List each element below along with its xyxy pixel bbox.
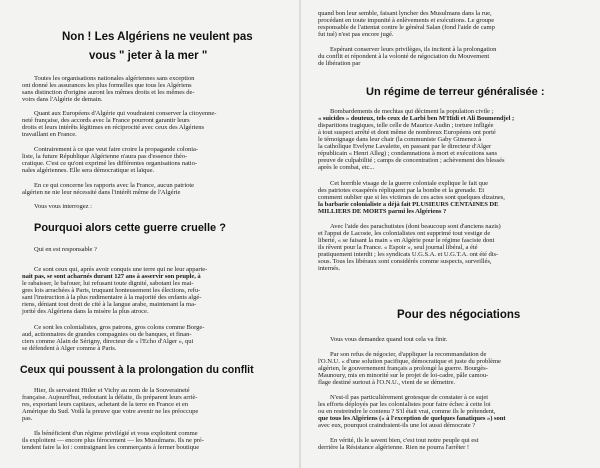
section-heading: Ceux qui poussent à la prolongation du conflit (20, 364, 254, 376)
paragraph-line: à tout suspect arrêté et dont même de nombreux Européens ont porté (318, 129, 496, 136)
paragraph-line: gres lois arrachées à Paris, truquant honteusement les élections, refu- (22, 287, 201, 294)
right-page (300, 0, 600, 468)
paragraph-line: l'O.N.U. « d'une solution pacifique, démocratique et juste du problème (318, 358, 501, 365)
paragraph-line: neté française, des accords avec la France pourront garantir leurs (22, 117, 190, 124)
paragraph-line: derrière la Résistance algérienne. Rien ne pourra l'arrêter ! (318, 444, 469, 451)
paragraph-line: preuve de culpabilité ; camps de concentration ; achèvement des blessés (318, 157, 505, 164)
paragraph-line: quand bon leur semble, faisant lyncher des Musulmans dans la rue, (318, 10, 492, 17)
paragraph-line: Bombardements de mechtas qui déciment la population civile ; (330, 108, 494, 115)
paragraph-line: travaillant en France. (22, 131, 77, 138)
paragraph-line: voirs dans l'Algérie de demain. (22, 96, 103, 103)
paragraph-line: ou en restreindre le contenu ? S'il était vrai, comme ils le prétendent, (318, 408, 496, 415)
paragraph-line: ciers comme Alain de Sérigny, directeur de « l'Echo d'Alger », qui (22, 338, 194, 345)
paragraph-line: Maunoury, mis en minorité sur le projet de loi-cadre, pâle camou- (318, 372, 489, 379)
paragraph-line: Par son refus de négocier, d'appliquer la recommandation de (330, 351, 487, 358)
paragraph-line: Toutes les organisations nationales algériennes sans exception (34, 75, 195, 82)
section-heading: Un régime de terreur généralisée : (366, 86, 545, 98)
paragraph-line: flage destiné surtout à l'O.N.U., vient de se démettre. (318, 379, 456, 386)
paragraph-line: fut tué) n'est pas encore jugé. (318, 31, 394, 38)
paragraph-line: les efforts déployés par les colonialistes pour faire échec à cette loi (318, 401, 491, 408)
paragraph-line: nales algériennes. Elle sera démocratique et laïque. (22, 167, 155, 174)
paragraph-line: sant l'instruction à la plus rudimentaire à la majorité des enfants algé- (22, 294, 202, 301)
paragraph-line: ils exploitent — encore plus férocement — les Musulmans. Ils ne pré- (22, 437, 204, 444)
paragraph-line: avec eux, pourquoi craindraient-ils une loi aussi démocrate ? (318, 422, 476, 429)
paragraph-line: le témoignage dans leur chair (la communiste Gaby Gimenez à (318, 136, 482, 143)
paragraph-line: droits et leurs intérêts légitimes en réciprocité avec ceux des Algériens (22, 124, 205, 131)
paragraph-line: Espérant conserver leurs privilèges, ils incitent à la prolongation (330, 46, 497, 53)
paragraph-line: du conflit et répondent à la volonté de négociation du Mouvement (318, 53, 490, 60)
paragraph-line: républicain « Henri Alleg) ; condamnations à mort et exécutions sans (318, 150, 497, 157)
paragraph-line: riens, déniant tout droit de cité à la langue arabe, maintenant la ma- (22, 301, 197, 308)
paragraph-line: tendent faire la loi : contraignant les commerçants à fermer boutique (22, 444, 200, 451)
paragraph-line: algérien, le gouvernement français a prolongé la guerre. Bourgès- (318, 365, 488, 372)
paragraph-line: N'est-il pas particulièrement grotesque de constater à ce sujet (330, 394, 489, 401)
paragraph-line: aud, actionnaires de grandes compagnies ou de banques, et finan- (22, 331, 192, 338)
section-heading: Pour des négociations (397, 309, 521, 321)
paragraph-line: algérien ne nie leur nécessité dans l'intérêt même de l'Algérie (22, 189, 181, 196)
paragraph-line: Vous vous interrogez : (34, 203, 92, 210)
paragraph-line: des patriotes exaspérés répliquent par la bombe et la grenade. Et (318, 187, 485, 194)
paragraph-line: Ce sont les colonialistes, gros patrons, gros colons comme Borge- (34, 324, 205, 331)
paragraph-line: MILLIERS DE MORTS parmi les Algériens ? (318, 208, 447, 215)
paragraph-line: la barbarie colonialiste a déjà fait PLUSIEURS CENTAINES DE (318, 201, 499, 208)
paragraph-line: nait pas, se sont acharnés durant 127 ans à asservir son peuple, à (22, 273, 201, 280)
paragraph-line: le rabaisser, le bafouer, lui refusant toute dignité, sabotant les mai- (22, 280, 194, 287)
paragraph-line: Ce sont ceux qui, après avoir conquis une terre qui ne leur apparte- (34, 266, 208, 273)
paragraph-line: pratiquement interdit ; les syndicats U.G.S.A. et U.G.T.A. ont été dis- (318, 251, 499, 258)
paragraph-line: « suicides » douteux, tels ceux de Larbi ben M'Hidi et Ali Boumendjel ; (318, 115, 515, 122)
paragraph-line: res, exportant leurs capitaux, achetant de la terre en France et en (22, 401, 188, 408)
paragraph-line: liste, la future République Algérienne n'aura pas d'essence théo- (22, 153, 188, 160)
paragraph-line: jorité des Algériens dans la misère la plus atroce. (22, 308, 149, 315)
paragraph-line: Vous vous demandez quand tout cela va finir. (330, 336, 448, 343)
section-heading: Pourquoi alors cette guerre cruelle ? (34, 222, 226, 234)
paragraph-line: se défendent à Alger comme à Paris. (22, 345, 117, 352)
paragraph-line: Cet horrible visage de la guerre coloniale explique le fait que (330, 180, 488, 187)
page-title-line-2: vous " jeter à la mer " (89, 50, 208, 62)
paragraph-line: ils rêvent pour la France. « Espoir », seul journal libéral, a été (318, 244, 478, 251)
paragraph-line: française. Aujourd'hui, redoutant la défaite, ils préparent leurs arriè- (22, 394, 198, 401)
paragraph-line: cratique. C'est ce qu'ont exprimé les différentes organisations natio- (22, 160, 197, 167)
paragraph-line: sans distinction d'origine auront les mêmes droits et les mêmes de- (22, 89, 195, 96)
paragraph-line: pas. (22, 415, 33, 422)
paragraph-line: internés. (318, 265, 341, 272)
paragraph-line: responsable de l'attentat contre le général Salan (fond l'aide de camp (318, 24, 495, 31)
paragraph-line: et l'appui de Lacoste, les colonialistes ont supprimé tout vestige de (318, 230, 491, 237)
paragraph-line: que tous les Algériens (« à l'exception de quelques fanatiques ») sont (318, 415, 506, 422)
paragraph-line: Quant aux Européens d'Algérie qui voudraient conserver la citoyenne- (34, 110, 217, 117)
paragraph-line: disparitions tragiques, telle celle de Maurice Audin ; torture infligée (318, 122, 494, 129)
paragraph-line: de libération par (318, 60, 361, 67)
paragraph-line: la catholique Evelyne Lavalette, en passant par le directeur d'Alger (318, 143, 492, 150)
paragraph-line: Avec l'aide des parachutistes (dont beaucoup sont d'anciens nazis) (330, 223, 501, 230)
paragraph-line: En vérité, ils le savent bien, c'est tout notre peuple qui est (330, 437, 479, 444)
paragraph-line: Qui en est responsable ? (34, 246, 97, 253)
paragraph-line: En ce qui concerne les rapports avec la France, aucun patriote (34, 182, 195, 189)
paragraph-line: Hier, ils servaient Hitler et Vichy au nom de la Souveraineté (34, 387, 190, 394)
paragraph-line: comment oublier que si les victimes de ces actes sont quelques dizaines, (318, 194, 505, 201)
paragraph-line: liberté, « se faisant la main » en Algérie pour le régime fasciste dont (318, 237, 495, 244)
paragraph-line: après le combat, etc... (318, 164, 375, 171)
paragraph-line: sous. Tous les libéraux sont considérés comme suspects, surveillés, (318, 258, 492, 265)
paragraph-line: procédant en toute impunité à enlèvements et exécutions. Le groupe (318, 17, 495, 24)
paragraph-line: ont donné les assurances les plus formelles que tous les Algériens (22, 82, 192, 89)
page-title-line-1: Non ! Les Algériens ne veulent pas (62, 31, 253, 43)
paragraph-line: Contrairement à ce que veut faire croire la propagande colonia- (34, 146, 198, 153)
paragraph-line: Ils bénéficient d'un régime privilégié et vous exploitent comme (34, 430, 198, 437)
paragraph-line: Amérique du Sud. Voilà la preuve que votre avenir ne les préoccupe (22, 408, 199, 415)
